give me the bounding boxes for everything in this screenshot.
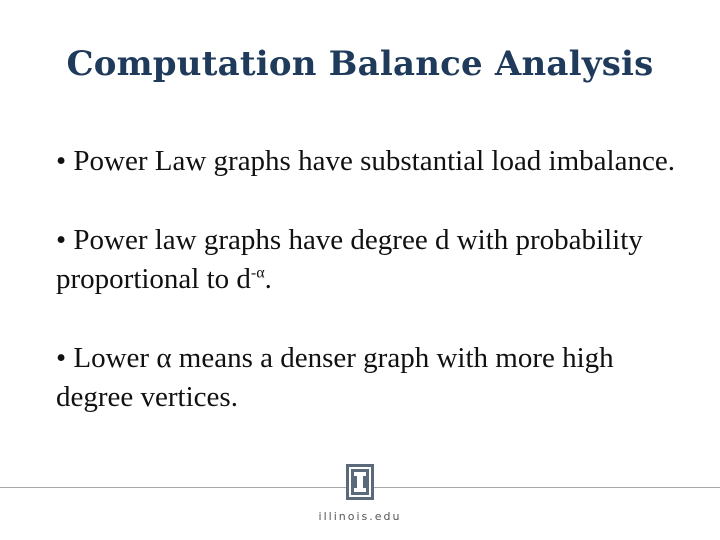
bullet-list [56,142,676,457]
illinois-logo [346,464,374,500]
bullet-item-2-end: . [264,263,272,295]
footer-url: illinois.edu [318,510,402,523]
bullet-item-1: • Power Law graphs have substantial load imbalance. [56,145,675,177]
block-i-logo-icon [346,464,374,500]
bullet-item-2-text: • Power law graphs have degree d with probability proportional to d [56,224,643,295]
bullet-item-2 [56,221,676,299]
bullet-item-3: • Lower α means a denser graph with more high degree vertices. [56,342,614,413]
exponent-superscript: -α [250,264,265,282]
slide-title: Computation Balance Analysis [66,44,654,84]
